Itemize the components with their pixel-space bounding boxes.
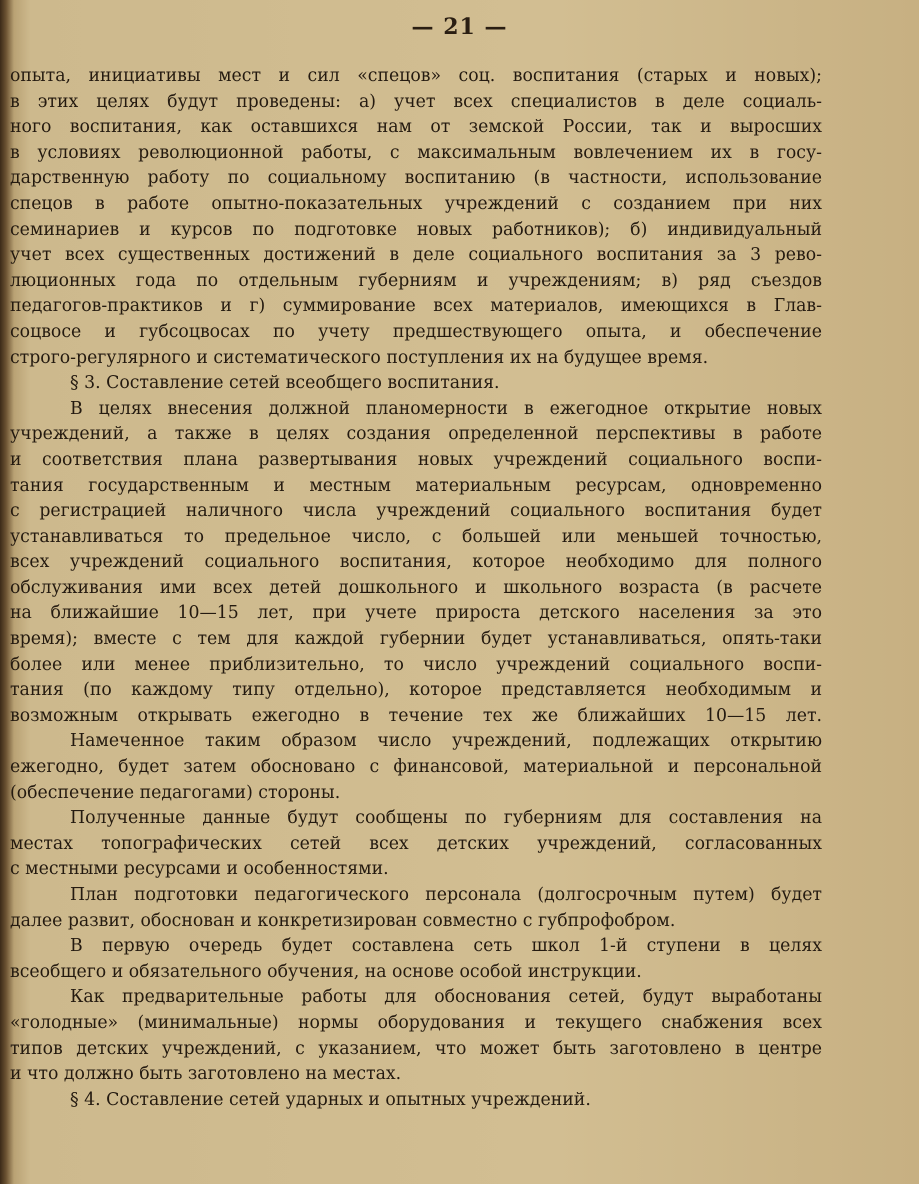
- text-line: соцвосе и губсоцвосах по учету предшествующего опыта, и обеспечение: [10, 321, 822, 342]
- text-line: § 3. Составление сетей всеобщего воспитания.: [70, 373, 500, 394]
- text-line: педагогов-практиков и г) суммирование всех материалов, имеющихся в Глав-: [10, 296, 822, 317]
- text-line: в этих целях будут проведены: а) учет всех специалистов в деле социаль-: [10, 91, 822, 112]
- text-line: типов детских учреждений, с указанием, что может быть заготовлено в центре: [10, 1038, 822, 1059]
- text-line: семинариев и курсов по подготовке новых работников); б) индивидуальный: [10, 219, 822, 240]
- text-line: спецов в работе опытно-показательных учреждений с созданием при них: [10, 193, 822, 214]
- text-line: далее развит, обоснован и конкретизирован совместно с губпрофобром.: [10, 910, 676, 931]
- text-line: ежегодно, будет затем обосновано с финансовой, материальной и персональной: [10, 757, 822, 778]
- text-line: Намеченное таким образом число учреждений, подлежащих открытию: [70, 731, 822, 752]
- text-line: обслуживания ими всех детей дошкольного и школьного возраста (в расчете: [10, 577, 822, 598]
- text-line: учет всех существенных достижений в деле социального воспитания за 3 рево-: [10, 245, 822, 266]
- text-line: с местными ресурсами и особенностями.: [10, 859, 389, 880]
- text-line: с регистрацией наличного числа учреждений социального воспитания будет: [10, 501, 822, 522]
- text-line: В целях внесения должной планомерности в ежегодное открытие новых: [70, 398, 822, 419]
- text-line: время); вместе с тем для каждой губернии будет устанавливаться, опять-таки: [10, 629, 822, 650]
- text-line: и что должно быть заготовлено на местах.: [10, 1064, 402, 1085]
- body-text: [10, 64, 822, 1113]
- text-line: более или менее приблизительно, то число учреждений социального воспи-: [10, 654, 822, 675]
- text-line: всеобщего и обязательного обучения, на основе особой инструкции.: [10, 961, 642, 982]
- text-line: учреждений, а также в целях создания определенной перспективы в работе: [10, 424, 822, 445]
- text-line: устанавливаться то предельное число, с большей или меньшей точностью,: [10, 526, 822, 547]
- text-line: Как предварительные работы для обоснования сетей, будут выработаны: [70, 987, 822, 1008]
- text-line: «голодные» (минимальные) нормы оборудования и текущего снабжения всех: [10, 1012, 822, 1033]
- text-line: люционных года по отдельным губерниям и учреждениям; в) ряд съездов: [10, 270, 822, 291]
- page-number: — 21 —: [411, 14, 508, 40]
- text-line: возможным открывать ежегодно в течение тех же ближайших 10—15 лет.: [10, 705, 822, 726]
- text-line: ного воспитания, как оставшихся нам от земской России, так и выросших: [10, 117, 822, 138]
- text-line: План подготовки педагогического персонала (долгосрочным путем) будет: [70, 885, 822, 905]
- text-line: и соответствия плана развертывания новых учреждений социального воспи-: [10, 449, 822, 470]
- text-line: в условиях революционной работы, с максимальным вовлечением их в госу-: [10, 142, 822, 163]
- text-line: тания государственным и местным материальным ресурсам, одновременно: [10, 475, 822, 496]
- text-line: § 4. Составление сетей ударных и опытных учреждений.: [70, 1089, 591, 1110]
- text-line: строго-регулярного и систематического поступления их на будущее время.: [10, 347, 709, 368]
- text-line: Полученные данные будут сообщены по губерниям для составления на: [70, 808, 822, 829]
- text-line: (обеспечение педагогами) стороны.: [10, 782, 341, 803]
- text-line: всех учреждений социального воспитания, которое необходимо для полного: [10, 552, 822, 573]
- text-line: на ближайшие 10—15 лет, при учете прироста детского населения за это: [10, 603, 822, 624]
- text-line: тания (по каждому типу отдельно), которое представляется необходимым и: [10, 680, 822, 701]
- text-line: опыта, инициативы мест и сил «спецов» соц. воспитания (старых и новых);: [10, 66, 822, 86]
- text-line: В первую очередь будет составлена сеть школ 1-й ступени в целях: [70, 936, 822, 957]
- text-line: местах топографических сетей всех детских учреждений, согласованных: [10, 833, 822, 854]
- text-line: дарственную работу по социальному воспитанию (в частности, использование: [10, 168, 822, 189]
